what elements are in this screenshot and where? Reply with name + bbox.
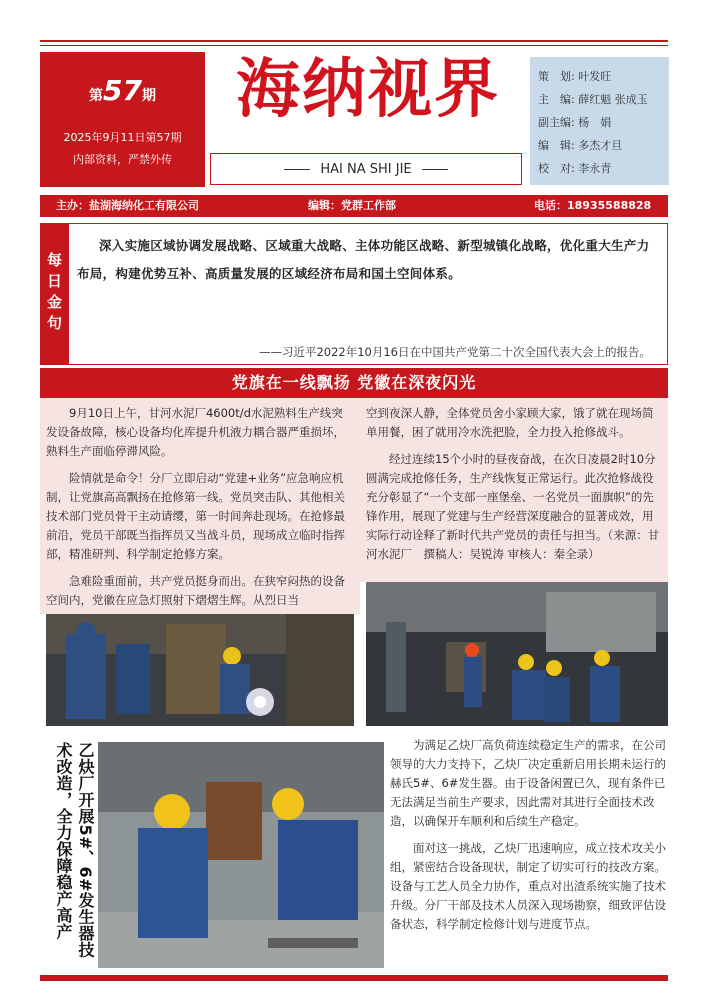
- staff-role: 策 划:: [538, 70, 575, 83]
- editor-text: 编辑：党群工作部: [308, 199, 396, 212]
- issue-prefix: 第: [89, 88, 104, 104]
- staff-name: 李永青: [578, 162, 612, 175]
- daily-quote-box: [69, 223, 668, 365]
- staff-box: [530, 57, 669, 185]
- staff-name: 多杰才旦: [578, 139, 623, 152]
- issue-note: 内部资料，严禁外传: [73, 153, 172, 166]
- phone-text: 电话：18935588828: [534, 199, 652, 212]
- article-paragraph: 为满足乙炔厂高负荷连续稳定生产的需求，在公司领导的大力支持下，乙炔厂决定重新启用长期未运行的赫氏5#、6#发生器。由于设备闲置已久，现有条件已无法满足当前生产要求，因此需对其进行全面技术改造，以确保开车顺利和后续生产稳定。: [390, 738, 666, 828]
- staff-name: 叶发旺: [578, 70, 612, 83]
- newspaper-title: 海纳视界: [236, 52, 500, 127]
- daily-quote-source: ——习近平2022年10月16日在中国共产党第二十次全国代表大会上的报告。: [258, 345, 651, 359]
- article-paragraph: 面对这一挑战，乙炔厂迅速响应，成立技术攻关小组，紧密结合设备现状，制定了切实可行的技改方案。设备与工艺人员全力协作，重点对出渣系统实施了技术升级。分厂干部及技术人员深入现场勘察，细致评估设备状态，科学制定检修计划与进度节点。: [390, 841, 666, 931]
- subtitle-dash-left: [284, 169, 310, 170]
- issue-box: [40, 52, 205, 187]
- staff-row: [538, 88, 669, 111]
- issue-number: 57: [103, 74, 142, 107]
- staff-name: 薛红魁 张成玉: [578, 93, 648, 106]
- article-headline-vertical: 乙炔厂开展5#、6#发生器技术改造，全力保障稳产高产: [54, 742, 95, 959]
- newspaper-subtitle: HAI NA SHI JIE: [320, 161, 412, 177]
- repair-photo-team: [366, 582, 668, 726]
- article-headline: 党旗在一线飘扬 党徽在深夜闪光: [40, 368, 668, 398]
- staff-row: [538, 65, 669, 88]
- article-paragraph: 经过连续15个小时的昼夜奋战，在次日凌晨2时10分圆满完成抢修任务，生产线恢复正常运行。此次抢修战役充分彰显了“一个支部一座堡垒、一名党员一面旗帜”的先锋作用，展现了党建与生产经营深度融合的显著成效，用实际行动诠释了新时代共产党员的责任与担当。（来源：甘河水泥厂 撰稿人：吴锐涛 审核人：秦全录）: [366, 452, 660, 561]
- generator-scene-image: [98, 742, 384, 968]
- welding-scene-image: [46, 614, 354, 726]
- top-rule: [40, 40, 668, 42]
- staff-role: 校 对:: [538, 162, 575, 175]
- repair-photo-welding: [46, 614, 354, 726]
- issue-suffix: 期: [141, 88, 156, 104]
- issue-number-line: [40, 74, 205, 107]
- article-paragraph: 急难险重面前，共产党员挺身而出。在狭窄闷热的设备空间内，党徽在应急灯照射下熠熠生辉。从烈日当: [46, 574, 345, 607]
- daily-quote-label: 每日金句: [40, 223, 69, 365]
- article-paragraph: 险情就是命令！分厂立即启动“党建+业务”应急响应机制，让党旗高高飘扬在抢修第一线。党员突击队、其他相关技术部门党员骨干主动请缨，第一时间奔赴现场。在抢修最前沿，党员干部既当指挥员又当战斗员，现场成立临时指挥部，精准研判、科学制定抢修方案。: [46, 471, 345, 561]
- daily-quote-text: 深入实施区域协调发展战略、区域重大战略、主体功能区战略、新型城镇化战略，优化重大生产力布局，构建优势互补、高质量发展的区域经济布局和国土空间体系。: [77, 238, 650, 281]
- staff-role: 编 辑:: [538, 139, 575, 152]
- article-column-left: [40, 398, 360, 614]
- article-column-right: [360, 398, 668, 582]
- info-bar: [40, 195, 668, 217]
- night-repair-scene-image: [366, 582, 668, 726]
- bottom-rule: [40, 975, 668, 981]
- article2-body: [390, 736, 666, 972]
- staff-row: [538, 157, 669, 180]
- staff-name: 杨 娟: [578, 116, 612, 129]
- subtitle-dash-right: [422, 169, 448, 170]
- staff-role: 副主编:: [538, 116, 575, 129]
- staff-row: [538, 134, 669, 157]
- repair-photo-generator: [98, 742, 384, 968]
- article-paragraph: 9月10日上午，甘河水泥厂4600t/d水泥熟料生产线突发设备故障，核心设备均化库提升机液力耦合器严重损坏，熟料生产面临停滞风险。: [46, 406, 345, 458]
- staff-row: [538, 111, 669, 134]
- staff-role: 主 编:: [538, 93, 575, 106]
- issue-date: 2025年9月11日第57期: [63, 131, 182, 144]
- newspaper-subtitle-box: [210, 153, 522, 185]
- article-paragraph: 空到夜深人静，全体党员舍小家顾大家，饿了就在现场简单用餐，困了就用冷水洗把脸，全力投入抢修战斗。: [366, 406, 654, 439]
- sponsor-text: 主办：盐湖海纳化工有限公司: [56, 199, 199, 212]
